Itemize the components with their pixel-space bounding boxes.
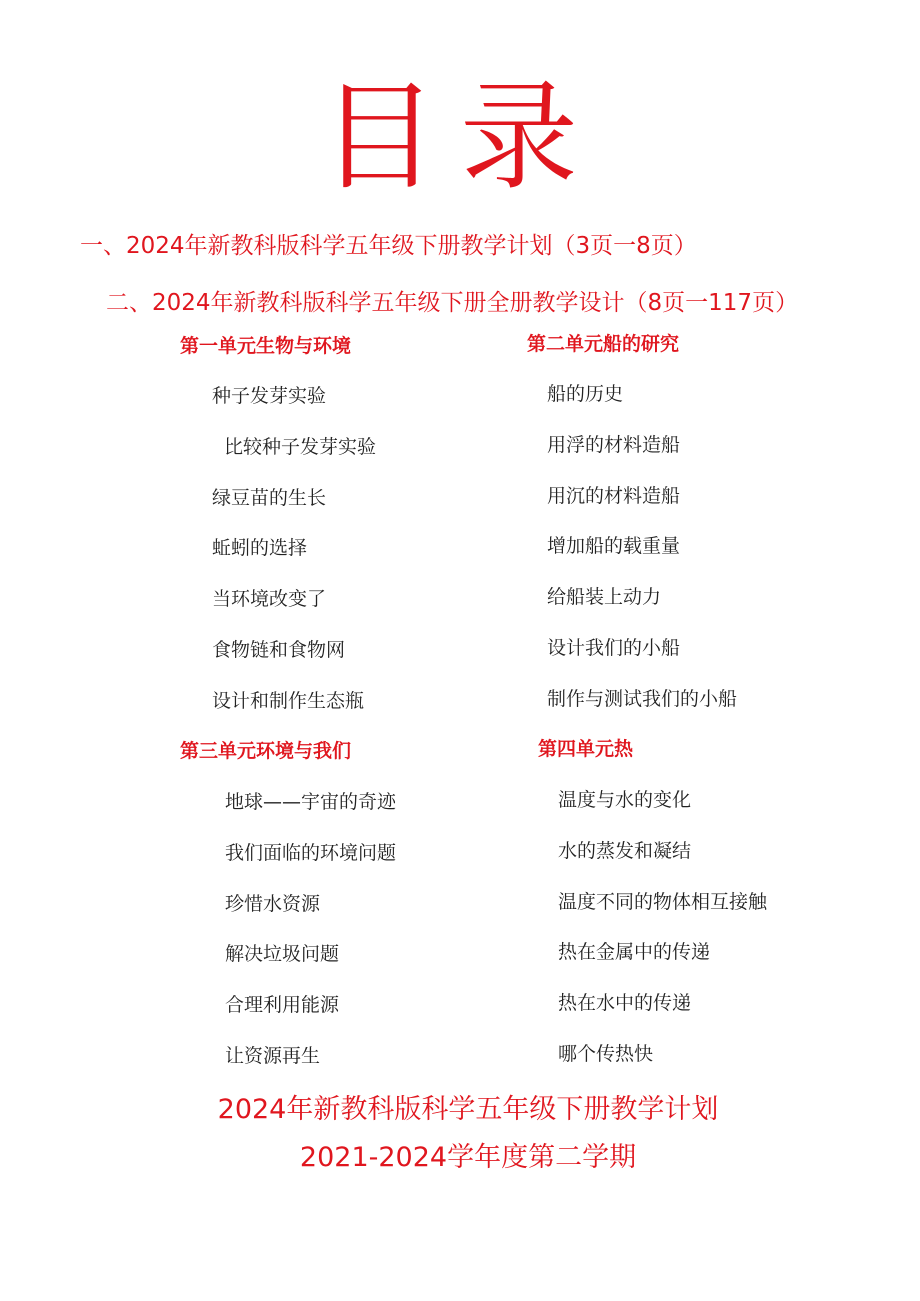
- lesson-item: 水的蒸发和凝结: [558, 839, 692, 862]
- lesson-item: 用沉的材料造船: [547, 484, 681, 507]
- unit-3-heading: 第三单元环境与我们: [180, 740, 352, 762]
- lesson-item: 解决垃圾问题: [225, 943, 340, 966]
- lesson-item: 地球——宇宙的奇迹: [225, 791, 397, 813]
- lesson-item: 设计和制作生态瓶: [212, 689, 365, 712]
- lesson-item: 温度不同的物体相互接触: [558, 890, 768, 913]
- lesson-item: 比较种子发芽实验: [224, 435, 377, 458]
- lesson-item: 温度与水的变化: [558, 789, 692, 811]
- lesson-item: 制作与测试我们的小船: [547, 687, 738, 710]
- lesson-item: 热在金属中的传递: [558, 941, 711, 964]
- unit-4-lesson-list: [558, 787, 767, 1092]
- lesson-item: 珍惜水资源: [225, 892, 321, 915]
- unit-3-lesson-list: [225, 789, 396, 1094]
- unit-2-lesson-list: [547, 381, 737, 737]
- lesson-item: 绿豆苗的生长: [212, 486, 327, 509]
- lesson-item: 合理利用能源: [225, 994, 340, 1017]
- lesson-item: 哪个传热快: [558, 1042, 654, 1065]
- lesson-item: 增加船的载重量: [547, 535, 681, 558]
- lesson-item: 给船装上动力: [547, 586, 662, 609]
- toc-title: 目录: [319, 68, 600, 206]
- unit-4-heading: 第四单元热: [538, 738, 634, 760]
- lesson-item: 食物链和食物网: [212, 638, 346, 661]
- lesson-item: 当环境改变了: [212, 588, 327, 611]
- lesson-item: 用浮的材料造船: [547, 433, 681, 456]
- unit-1-lesson-list: [212, 383, 376, 739]
- unit-1-heading: 第一单元生物与环境: [180, 335, 352, 357]
- lesson-item: 我们面临的环境问题: [225, 841, 397, 864]
- toc-section-1: 一、2024年新教科版科学五年级下册教学计划（3页一8页）: [80, 233, 697, 259]
- toc-section-2: 二、2024年新教科版科学五年级下册全册教学设计（8页一117页）: [106, 290, 799, 316]
- plan-title: 2024年新教科版科学五年级下册教学计划: [217, 1094, 719, 1125]
- lesson-item: 种子发芽实验: [212, 385, 327, 407]
- lesson-item: 让资源再生: [225, 1044, 321, 1067]
- school-year: 2021-2024学年度第二学期: [299, 1142, 637, 1173]
- lesson-item: 设计我们的小船: [547, 636, 681, 659]
- lesson-item: 船的历史: [547, 383, 624, 405]
- unit-2-heading: 第二单元船的研究: [527, 333, 680, 355]
- lesson-item: 蚯蚓的选择: [212, 537, 308, 560]
- lesson-item: 热在水中的传递: [558, 992, 692, 1015]
